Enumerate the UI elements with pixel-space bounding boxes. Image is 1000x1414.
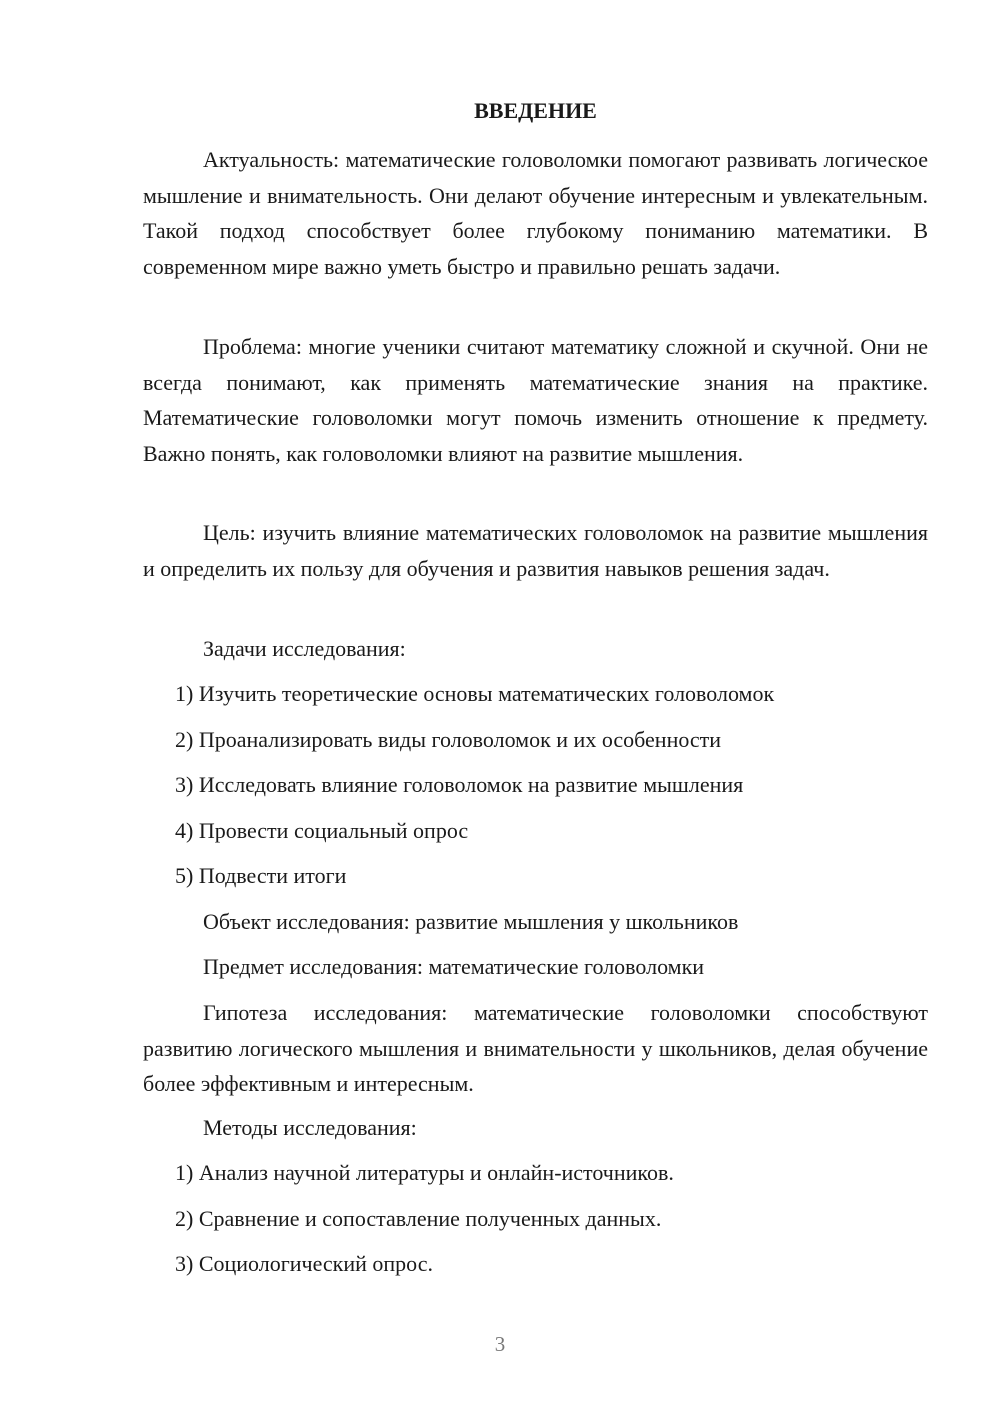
method-item: 2) Сравнение и сопоставление полученных данных. (175, 1206, 662, 1231)
task-item: 3) Исследовать влияние головоломок на развитие мышления (175, 772, 744, 797)
research-object: Объект исследования: развитие мышления у школьников (203, 909, 739, 934)
method-item: 3) Социологический опрос. (175, 1251, 433, 1276)
method-item: 1) Анализ научной литературы и онлайн-источников. (175, 1160, 674, 1185)
goal-paragraph: Цель: изучить влияние математических головоломок на развитие мышления и определить их пользу для обучения и развития навыков решения задач. (143, 520, 928, 581)
task-item: 4) Провести социальный опрос (175, 818, 469, 843)
task-item: 5) Подвести итоги (175, 863, 347, 888)
research-subject: Предмет исследования: математические головоломки (203, 954, 705, 979)
relevance-paragraph: Актуальность: математические головоломки помогают развивать логическое мышление и внимательность. Они делают обучение интересным и увлекательным. Такой подход способствует более глубокому пониманию математики. В современном мире важно уметь быстро и правильно решать задачи. (143, 147, 928, 279)
methods-heading: Методы исследования: (203, 1115, 417, 1140)
page-number: 3 (494, 1332, 506, 1356)
task-item: 1) Изучить теоретические основы математических головоломок (175, 681, 775, 706)
task-item: 2) Проанализировать виды головоломок и их особенности (175, 727, 722, 752)
document-page (143, 0, 928, 1414)
tasks-heading: Задачи исследования: (203, 636, 406, 661)
hypothesis-paragraph: Гипотеза исследования: математические головоломки способствуют развитию логического мышления и внимательности у школьников, делая обучение более эффективным и интересным. (143, 1000, 928, 1096)
section-heading: ВВЕДЕНИЕ (474, 98, 597, 123)
problem-paragraph: Проблема: многие ученики считают математику сложной и скучной. Они не всегда понимают, как применять математические знания на практике. Математические головоломки могут помочь изменить отношение к предмету. Важно понять, как головоломки влияют на развитие мышления. (143, 334, 928, 466)
